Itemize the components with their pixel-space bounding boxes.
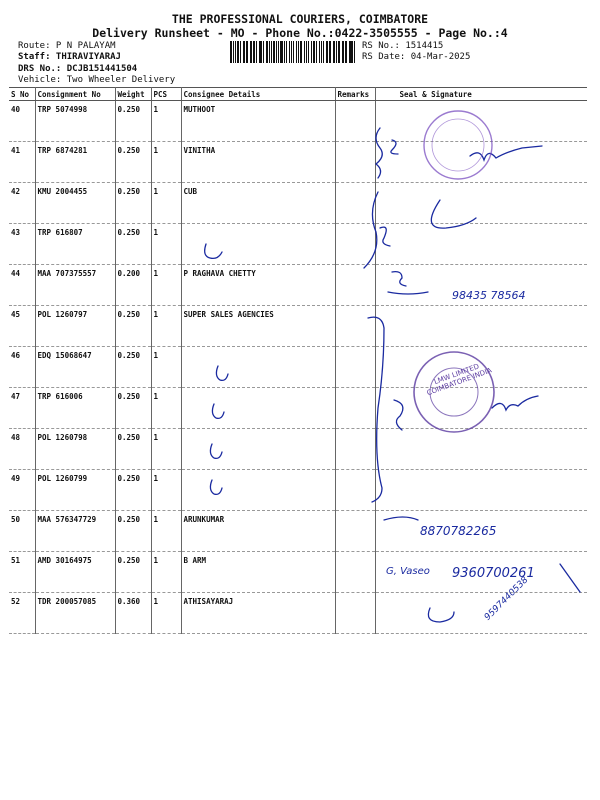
cell-pcs: 1	[151, 142, 181, 183]
cell-seal	[375, 429, 587, 470]
cell-pcs: 1	[151, 511, 181, 552]
cell-seal	[375, 593, 587, 634]
route-label: Route: P N PALAYAM	[18, 41, 116, 51]
cell-sno: 52	[9, 593, 35, 634]
cell-remarks	[335, 552, 375, 593]
cell-seal	[375, 388, 587, 429]
col-weight: Weight	[115, 88, 151, 101]
rs-number: RS No.: 1514415	[362, 41, 444, 51]
table-row	[9, 511, 587, 552]
cell-sno: 40	[9, 101, 35, 142]
cell-remarks	[335, 183, 375, 224]
cell-consignee	[181, 388, 335, 429]
cell-pcs: 1	[151, 306, 181, 347]
cell-sno: 46	[9, 347, 35, 388]
cell-pcs: 1	[151, 224, 181, 265]
cell-sno: 42	[9, 183, 35, 224]
table-row	[9, 470, 587, 511]
table-row	[9, 224, 587, 265]
cell-consignee: ARUNKUMAR	[181, 511, 335, 552]
table-row	[9, 101, 587, 142]
cell-remarks	[335, 593, 375, 634]
table-row	[9, 142, 587, 183]
cell-consignment: TRP 6874281	[35, 142, 115, 183]
col-pcs: PCS	[151, 88, 181, 101]
cell-pcs: 1	[151, 183, 181, 224]
cell-weight: 0.250	[115, 224, 151, 265]
cell-consignment: MAA 707375557	[35, 265, 115, 306]
cell-consignment: TRP 616807	[35, 224, 115, 265]
cell-pcs: 1	[151, 101, 181, 142]
cell-consignee: VINITHA	[181, 142, 335, 183]
handwritten-phone: 98435 78564	[452, 289, 526, 302]
cell-consignment: AMD 30164975	[35, 552, 115, 593]
table-row	[9, 429, 587, 470]
cell-pcs: 1	[151, 265, 181, 306]
cell-remarks	[335, 265, 375, 306]
cell-seal	[375, 224, 587, 265]
cell-consignee	[181, 224, 335, 265]
cell-pcs: 1	[151, 552, 181, 593]
vehicle-label: Vehicle: Two Wheeler Delivery	[18, 75, 176, 85]
col-consignee: Consignee Details	[181, 88, 335, 101]
cell-consignee: CUB	[181, 183, 335, 224]
cell-weight: 0.200	[115, 265, 151, 306]
cell-weight: 0.250	[115, 347, 151, 388]
col-seal: Seal & Signature	[375, 88, 587, 101]
cell-consignment: KMU 2004455	[35, 183, 115, 224]
company-title: THE PROFESSIONAL COURIERS, COIMBATORE	[171, 12, 429, 26]
cell-consignee	[181, 470, 335, 511]
cell-pcs: 1	[151, 388, 181, 429]
staff-label: Staff: THIRAVIYARAJ	[18, 52, 121, 62]
handwritten-name: G, Vaseo	[386, 566, 430, 577]
cell-seal	[375, 183, 587, 224]
table-row	[9, 183, 587, 224]
cell-consignment: EDQ 15068647	[35, 347, 115, 388]
cell-sno: 50	[9, 511, 35, 552]
runsheet-subtitle: Delivery Runsheet - MO - Phone No.:0422-3505555 - Page No.:4	[92, 26, 508, 40]
cell-sno: 51	[9, 552, 35, 593]
cell-weight: 0.250	[115, 101, 151, 142]
cell-weight: 0.250	[115, 142, 151, 183]
cell-consignee	[181, 429, 335, 470]
cell-sno: 44	[9, 265, 35, 306]
cell-pcs: 1	[151, 593, 181, 634]
cell-pcs: 1	[151, 347, 181, 388]
cell-sno: 45	[9, 306, 35, 347]
cell-pcs: 1	[151, 470, 181, 511]
cell-consignment: MAA 576347729	[35, 511, 115, 552]
cell-consignment: TRP 616006	[35, 388, 115, 429]
stamp-text: LMW LIMITED COIMBATORE INDIA	[425, 362, 493, 398]
cell-consignee: B ARM	[181, 552, 335, 593]
cell-remarks	[335, 142, 375, 183]
cell-weight: 0.250	[115, 306, 151, 347]
cell-seal	[375, 101, 587, 142]
cell-weight: 0.250	[115, 388, 151, 429]
table-row	[9, 306, 587, 347]
barcode	[230, 41, 356, 63]
table-header-row	[9, 88, 587, 101]
table-row	[9, 347, 587, 388]
cell-consignee	[181, 347, 335, 388]
drs-label: DRS No.: DCJB151441504	[18, 64, 138, 74]
cell-seal	[375, 470, 587, 511]
cell-sno: 43	[9, 224, 35, 265]
cell-weight: 0.250	[115, 511, 151, 552]
cell-remarks	[335, 470, 375, 511]
cell-consignment: TRP 5074998	[35, 101, 115, 142]
cell-consignee: MUTHOOT	[181, 101, 335, 142]
cell-remarks	[335, 224, 375, 265]
cell-remarks	[335, 101, 375, 142]
handwritten-number: 9597440538	[482, 575, 531, 623]
cell-remarks	[335, 306, 375, 347]
rs-date: RS Date: 04-Mar-2025	[362, 52, 471, 62]
cell-remarks	[335, 511, 375, 552]
cell-sno: 49	[9, 470, 35, 511]
cell-sno: 41	[9, 142, 35, 183]
handwritten-phone: 8870782265	[420, 524, 497, 538]
cell-seal	[375, 142, 587, 183]
cell-weight: 0.250	[115, 183, 151, 224]
cell-consignment: TDR 200057085	[35, 593, 115, 634]
runsheet-table	[9, 87, 587, 634]
table-row	[9, 388, 587, 429]
cell-remarks	[335, 429, 375, 470]
col-consignment: Consignment No	[35, 88, 115, 101]
col-remarks: Remarks	[335, 88, 375, 101]
cell-consignment: POL 1260798	[35, 429, 115, 470]
cell-consignment: POL 1260799	[35, 470, 115, 511]
handwritten-phone: 9360700261	[452, 566, 535, 581]
cell-consignee: P RAGHAVA CHETTY	[181, 265, 335, 306]
col-sno: S No	[9, 88, 35, 101]
cell-weight: 0.250	[115, 470, 151, 511]
cell-consignee: ATHISAYARAJ	[181, 593, 335, 634]
cell-consignee: SUPER SALES AGENCIES	[181, 306, 335, 347]
cell-weight: 0.250	[115, 429, 151, 470]
cell-sno: 48	[9, 429, 35, 470]
cell-consignment: POL 1260797	[35, 306, 115, 347]
cell-remarks	[335, 347, 375, 388]
cell-remarks	[335, 388, 375, 429]
cell-weight: 0.360	[115, 593, 151, 634]
cell-seal	[375, 306, 587, 347]
cell-weight: 0.250	[115, 552, 151, 593]
cell-sno: 47	[9, 388, 35, 429]
cell-pcs: 1	[151, 429, 181, 470]
